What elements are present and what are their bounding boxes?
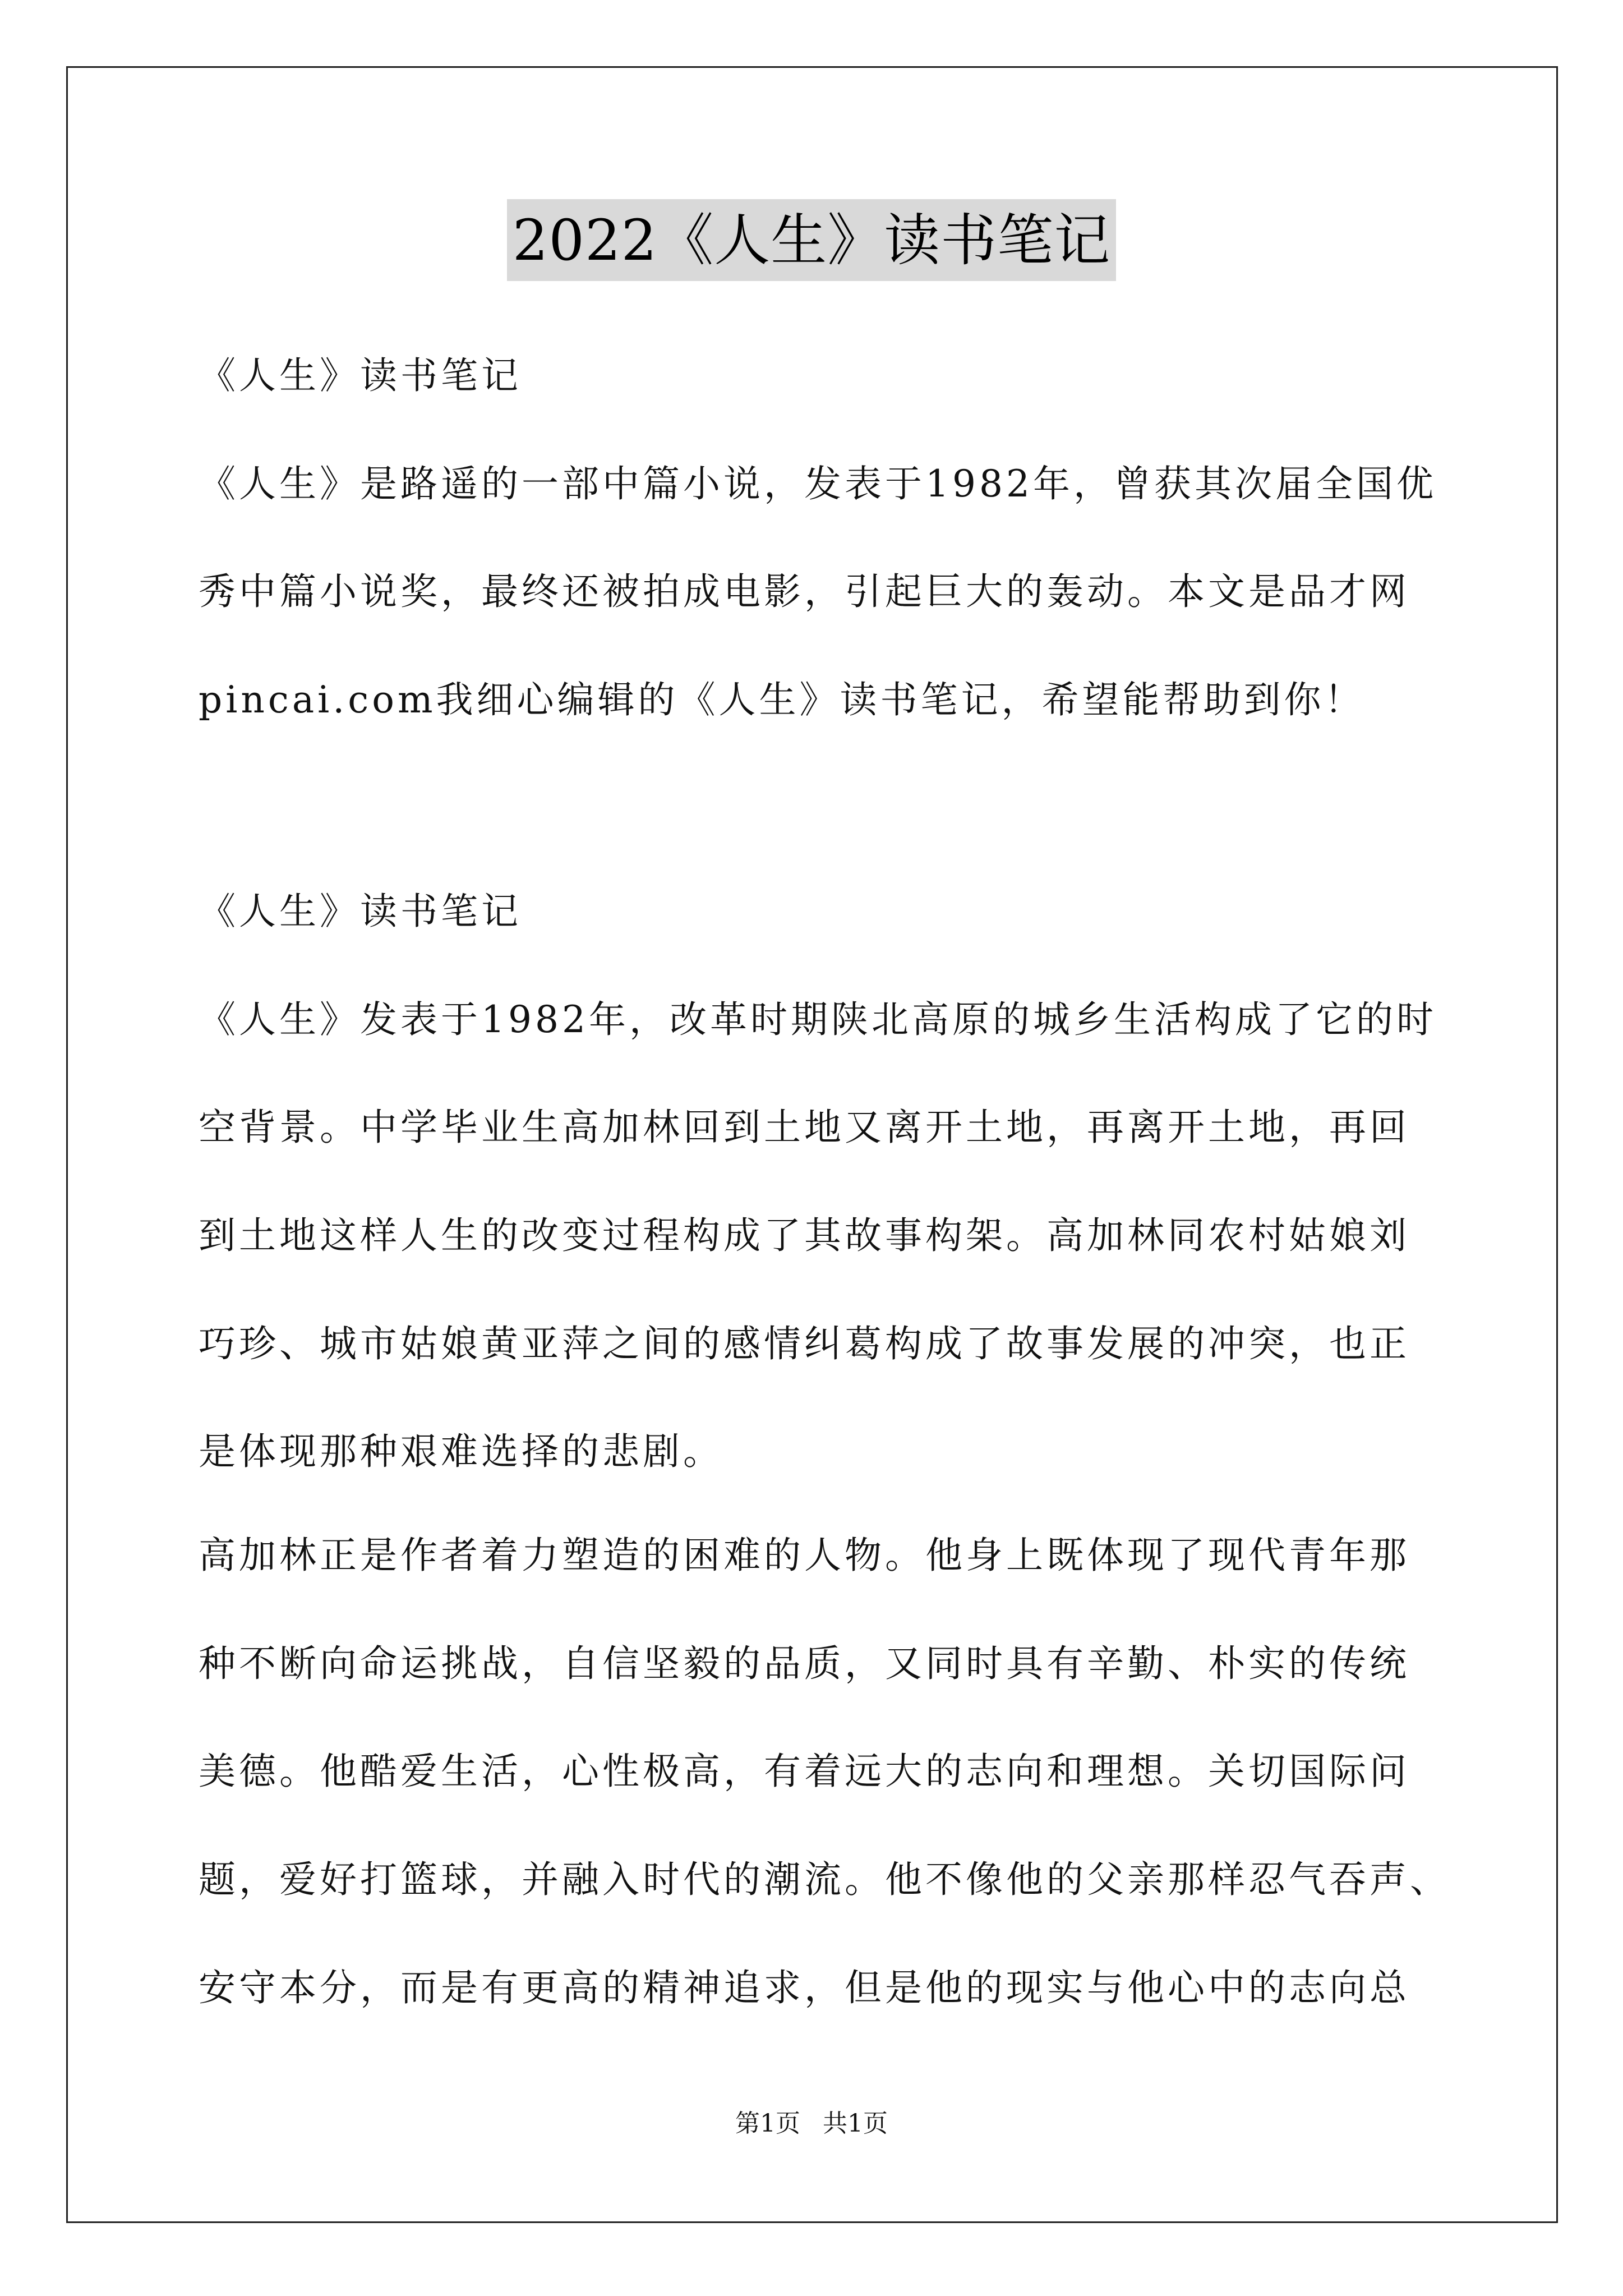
- intro-line: 《人生》是路遥的一部中篇小说，发表于1982年，曾获其次届全国优: [199, 462, 1437, 505]
- section-heading: 《人生》读书笔记: [199, 890, 522, 933]
- title-wrap: [0, 199, 1623, 281]
- page-footer: [0, 2108, 1623, 2139]
- page-number: 第1页: [735, 2109, 800, 2138]
- paragraph-line: 种不断向命运挑战，自信坚毅的品质，又同时具有辛勤、朴实的传统: [199, 1642, 1410, 1685]
- paragraph-line: 空背景。中学毕业生高加林回到土地又离开土地，再离开土地，再回: [199, 1106, 1410, 1149]
- paragraph-line: 巧珍、城市姑娘黄亚萍之间的感情纠葛构成了故事发展的冲突，也正: [199, 1322, 1410, 1365]
- paragraph-line: 高加林正是作者着力塑造的困难的人物。他身上既体现了现代青年那: [199, 1534, 1410, 1577]
- paragraph-line: 美德。他酷爱生活，心性极高，有着远大的志向和理想。关切国际问: [199, 1750, 1410, 1793]
- paragraph-line: 题，爱好打篮球，并融入时代的潮流。他不像他的父亲那样忍气吞声、: [199, 1858, 1450, 1901]
- paragraph-line: 是体现那种艰难选择的悲剧。: [199, 1430, 723, 1473]
- section-heading: 《人生》读书笔记: [199, 354, 522, 397]
- page-total: 共1页: [823, 2109, 888, 2138]
- paragraph-line: 《人生》发表于1982年，改革时期陕北高原的城乡生活构成了它的时: [199, 998, 1437, 1041]
- intro-line: 秀中篇小说奖，最终还被拍成电影，引起巨大的轰动。本文是品才网: [199, 570, 1410, 613]
- intro-line: pincai.com我细心编辑的《人生》读书笔记，希望能帮助到你！: [199, 678, 1365, 721]
- paragraph-line: 安守本分，而是有更高的精神追求，但是他的现实与他心中的志向总: [199, 1966, 1410, 2009]
- paragraph-line: 到土地这样人生的改变过程构成了其故事构架。高加林同农村姑娘刘: [199, 1214, 1410, 1257]
- document-title: 2022《人生》读书笔记: [507, 199, 1117, 281]
